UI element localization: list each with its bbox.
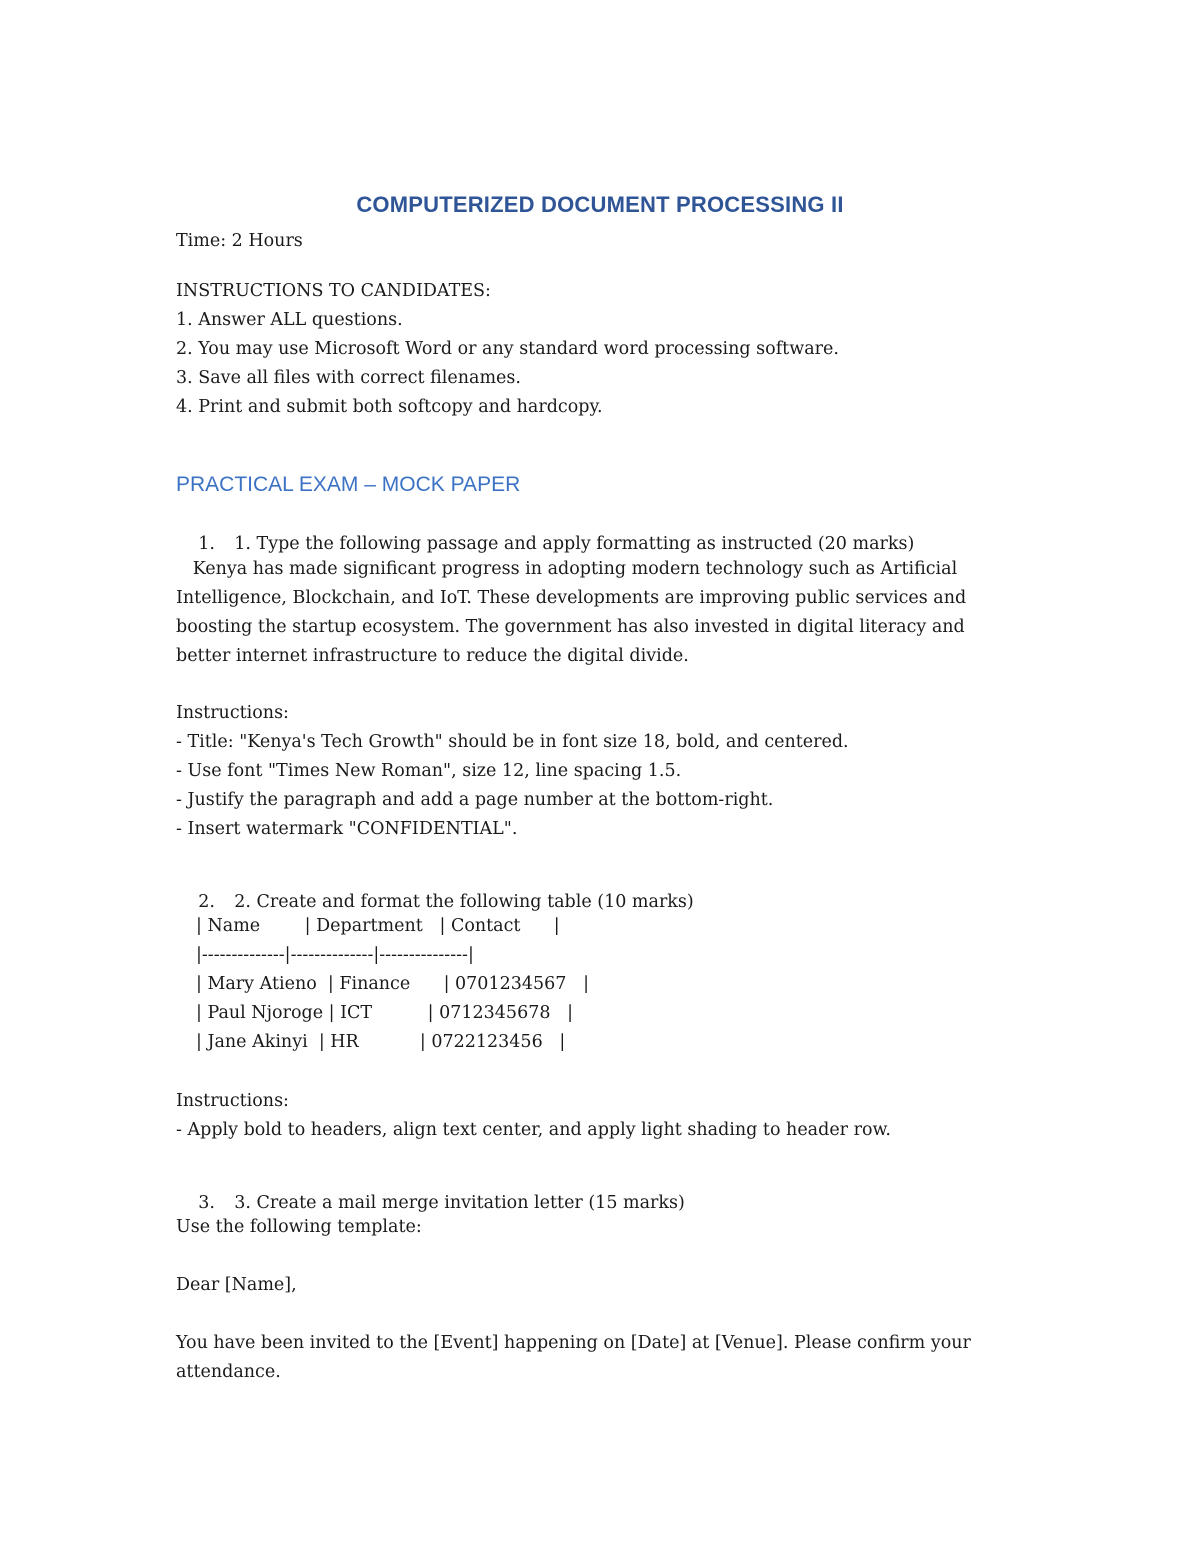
q1-instruction: - Use font "Times New Roman", size 12, line spacing 1.5.	[176, 761, 682, 781]
table-text-line: | Mary Atieno | Finance | 0701234567 |	[196, 974, 589, 994]
template-label: Use the following template:	[176, 1217, 422, 1237]
q2-instruction: - Apply bold to headers, align text center, and apply light shading to header row.	[176, 1120, 891, 1140]
table-text-line: |--------------|--------------|---------------|	[196, 945, 474, 965]
question-number: 2.	[198, 892, 215, 912]
instruction-item: 2. You may use Microsoft Word or any standard word processing software.	[176, 339, 839, 359]
q1-instructions-label: Instructions:	[176, 703, 289, 723]
instruction-item: 3. Save all files with correct filenames.	[176, 368, 521, 388]
table-text-line: | Jane Akinyi | HR | 0722123456 |	[196, 1032, 566, 1052]
question-number: 1.	[198, 534, 215, 554]
section-heading: PRACTICAL EXAM – MOCK PAPER	[176, 473, 521, 496]
document-title: COMPUTERIZED DOCUMENT PROCESSING II	[356, 192, 844, 217]
question-text: 2. Create and format the following table (10 marks)	[234, 892, 694, 912]
instruction-item: 4. Print and submit both softcopy and hardcopy.	[176, 397, 603, 417]
time-allowed: Time: 2 Hours	[176, 231, 303, 251]
letter-body-line: attendance.	[176, 1362, 281, 1382]
q1-instruction: - Justify the paragraph and add a page number at the bottom-right.	[176, 790, 774, 810]
q2-instructions-label: Instructions:	[176, 1091, 289, 1111]
passage-line: Intelligence, Blockchain, and IoT. These developments are improving public services and	[176, 588, 967, 608]
question-text: 3. Create a mail merge invitation letter (15 marks)	[234, 1193, 685, 1213]
q1-instruction: - Title: "Kenya's Tech Growth" should be in font size 18, bold, and centered.	[176, 732, 849, 752]
letter-greeting: Dear [Name],	[176, 1275, 297, 1295]
question-text: 1. Type the following passage and apply formatting as instructed (20 marks)	[234, 534, 915, 554]
question-number: 3.	[198, 1193, 215, 1213]
instruction-item: 1. Answer ALL questions.	[176, 310, 403, 330]
table-text-line: | Name | Department | Contact |	[196, 916, 560, 936]
passage-line: boosting the startup ecosystem. The government has also invested in digital literacy and	[176, 617, 965, 637]
passage-line: Kenya has made significant progress in adopting modern technology such as Artificial	[176, 559, 958, 579]
letter-body-line: You have been invited to the [Event] happening on [Date] at [Venue]. Please confirm your	[176, 1333, 971, 1353]
table-text-line: | Paul Njoroge | ICT | 0712345678 |	[196, 1003, 574, 1023]
passage-line: better internet infrastructure to reduce the digital divide.	[176, 646, 689, 666]
q1-instruction: - Insert watermark "CONFIDENTIAL".	[176, 819, 518, 839]
instructions-heading: INSTRUCTIONS TO CANDIDATES:	[176, 281, 491, 301]
